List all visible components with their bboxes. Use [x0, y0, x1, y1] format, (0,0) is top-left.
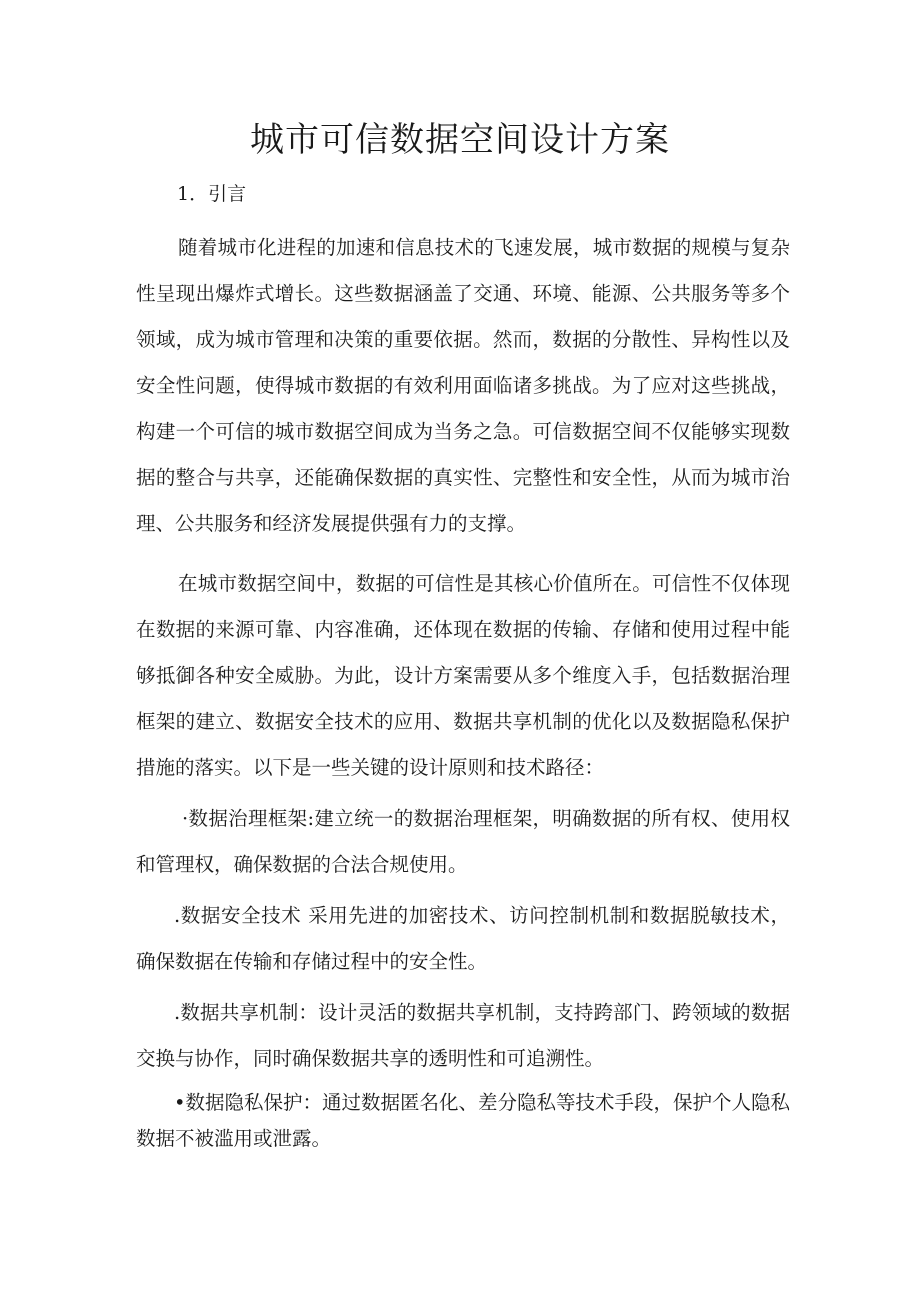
- bullet-data-privacy: •数据隐私保护：通过数据匿名化、差分隐私等技术手段，保护个人隐私数据不被滥用或泄露。: [136, 1091, 791, 1150]
- bullet-data-governance: ·数据治理框架:建立统一的数据治理框架，明确数据的所有权、使用权和管理权，确保数据的合法合规使用。: [136, 807, 790, 876]
- document-title: 城市可信数据空间设计方案: [250, 120, 670, 160]
- paragraph-introduction-1: 随着城市化进程的加速和信息技术的飞速发展，城市数据的规模与复杂性呈现出爆炸式增长。这些数据涵盖了交通、环境、能源、公共服务等多个领域，成为城市管理和决策的重要依据。然而，数据的分散性、异构性以及安全性问题，使得城市数据的有效利用面临诸多挑战。为了应对这些挑战，构建一个可信的城市数据空间成为当务之急。可信数据空间不仅能够实现数据的整合与共享，还能确保数据的真实性、完整性和安全性，从而为城市治理、公共服务和经济发展提供强有力的支撑。: [136, 236, 790, 535]
- section-heading-introduction: 1．引言: [177, 183, 247, 205]
- paragraph-introduction-2: 在城市数据空间中，数据的可信性是其核心价值所在。可信性不仅体现在数据的来源可靠、内容准确，还体现在数据的传输、存储和使用过程中能够抵御各种安全威胁。为此，设计方案需要从多个维度入手，包括数据治理框架的建立、数据安全技术的应用、数据共享机制的优化以及数据隐私保护措施的落实。以下是一些关键的设计原则和技术路径：: [136, 572, 790, 779]
- bullet-data-sharing: .数据共享机制：设计灵活的数据共享机制，支持跨部门、跨领域的数据交换与协作，同时确保数据共享的透明性和可追溯性。: [136, 1001, 790, 1070]
- bullet-data-security: .数据安全技术 采用先进的加密技术、访问控制机制和数据脱敏技术，确保数据在传输和存储过程中的安全性。: [136, 904, 790, 973]
